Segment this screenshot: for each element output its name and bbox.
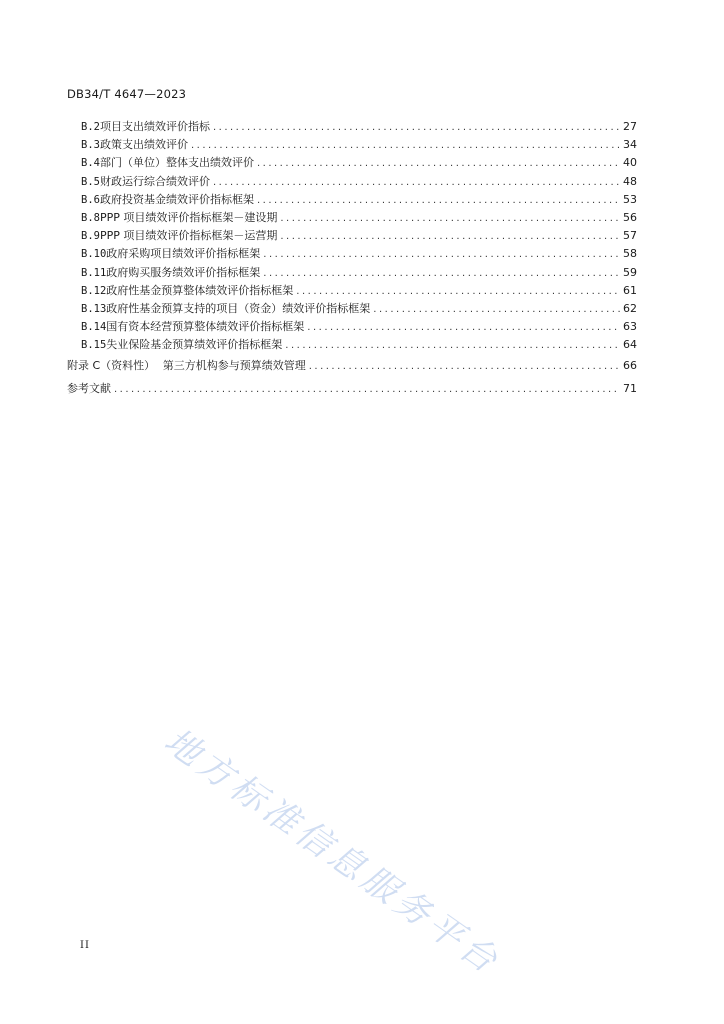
toc-entry-title: 失业保险基金预算绩效评价指标框架 <box>106 338 283 352</box>
document-code: DB34/T 4647—2023 <box>67 87 187 101</box>
toc-entry-number: B.5 <box>81 175 100 188</box>
toc-entry-number: B.2 <box>81 121 100 133</box>
table-of-contents <box>67 118 637 400</box>
toc-entry-b12[interactable] <box>67 282 637 300</box>
toc-entry-page: 58 <box>623 247 637 261</box>
toc-entry-b14[interactable] <box>67 318 637 336</box>
toc-entry-number: B.4 <box>81 157 100 170</box>
toc-entry-b13[interactable] <box>67 300 637 318</box>
toc-entry-title: 国有资本经营预算整体绩效评价指标框架 <box>106 320 305 334</box>
toc-entry-b4[interactable] <box>67 154 637 172</box>
toc-entry-title: 政府购买服务绩效评价指标框架 <box>106 265 261 279</box>
toc-entry-number: B.6 <box>81 193 100 206</box>
toc-entry-number: B.13 <box>81 302 107 315</box>
toc-entry-page: 57 <box>623 229 637 243</box>
toc-entry-number: B.14 <box>81 321 107 334</box>
toc-entry-title: PPP 项目绩效评价指标框架－运营期 <box>99 229 278 243</box>
toc-dot-leader <box>280 210 620 228</box>
toc-dot-leader <box>307 319 620 337</box>
toc-dot-leader <box>280 228 620 246</box>
toc-entry-title: PPP 项目绩效评价指标框架－建设期 <box>99 210 278 224</box>
appendix-title: 第三方机构参与预算绩效管理 <box>162 359 306 373</box>
toc-entry-page: 61 <box>623 283 637 297</box>
toc-entry-page: 64 <box>623 338 637 352</box>
toc-dot-leader <box>263 246 620 264</box>
toc-entry-references[interactable] <box>67 377 637 400</box>
toc-entry-b11[interactable] <box>67 264 637 282</box>
toc-dot-leader <box>213 174 620 192</box>
toc-entry-page: 40 <box>623 156 637 170</box>
page-number: II <box>80 940 90 951</box>
toc-dot-leader <box>296 283 620 301</box>
toc-entry-title: 政府投资基金绩效评价指标框架 <box>99 192 254 206</box>
toc-entry-title: 政府采购项目绩效评价指标框架 <box>106 247 261 261</box>
toc-entry-title: 项目支出绩效评价指标 <box>99 120 210 133</box>
toc-dot-leader <box>257 192 620 210</box>
toc-entry-number: B.9 <box>81 230 100 243</box>
toc-entry-page: 63 <box>623 320 637 334</box>
toc-dot-leader <box>263 265 620 283</box>
toc-entry-number: B.15 <box>81 339 107 352</box>
toc-dot-leader <box>373 301 620 319</box>
toc-entry-appendix-c[interactable] <box>67 354 637 377</box>
toc-entry-b3[interactable] <box>67 136 637 154</box>
toc-entry-page: 56 <box>623 210 637 224</box>
toc-entry-title: 部门（单位）整体支出绩效评价 <box>99 156 254 170</box>
toc-entry-page: 71 <box>623 382 637 396</box>
toc-dot-leader <box>257 155 620 173</box>
toc-entry-number: B.8 <box>81 211 100 224</box>
toc-entry-number: B.12 <box>81 284 107 297</box>
toc-entry-page: 34 <box>623 138 637 152</box>
toc-dot-leader <box>114 378 620 401</box>
toc-entry-page: 53 <box>623 192 637 206</box>
toc-entry-number: B.10 <box>81 248 107 261</box>
toc-dot-leader <box>213 119 620 137</box>
toc-entry-page: 66 <box>623 359 637 373</box>
toc-entry-number: B.11 <box>81 266 107 279</box>
toc-entry-title: 政府性基金预算整体绩效评价指标框架 <box>106 283 294 297</box>
toc-entry-b8[interactable] <box>67 209 637 227</box>
toc-entry-b6[interactable] <box>67 191 637 209</box>
toc-entry-title: 政府性基金预算支持的项目（资金）绩效评价指标框架 <box>106 301 371 315</box>
toc-entry-page: 59 <box>623 265 637 279</box>
toc-entry-b15[interactable] <box>67 336 637 354</box>
toc-entry-number: B.3 <box>81 139 100 152</box>
toc-entry-title: 财政运行综合绩效评价 <box>99 174 210 188</box>
toc-entry-page: 62 <box>623 301 637 315</box>
toc-entry-b10[interactable] <box>67 245 637 263</box>
toc-entry-b9[interactable] <box>67 227 637 245</box>
toc-entry-page: 27 <box>623 120 637 133</box>
toc-entry-title: 政策支出绩效评价 <box>99 138 188 152</box>
references-title: 参考文献 <box>67 382 111 396</box>
appendix-label: 附录 C（资料性） <box>67 359 156 373</box>
toc-dot-leader <box>309 355 620 378</box>
watermark: 地方标准信息服务平台 <box>156 721 508 984</box>
toc-dot-leader <box>285 337 620 355</box>
toc-entry-page: 48 <box>623 174 637 188</box>
toc-dot-leader <box>191 137 620 155</box>
toc-entry-b2[interactable] <box>67 118 637 136</box>
toc-entry-b5[interactable] <box>67 173 637 191</box>
